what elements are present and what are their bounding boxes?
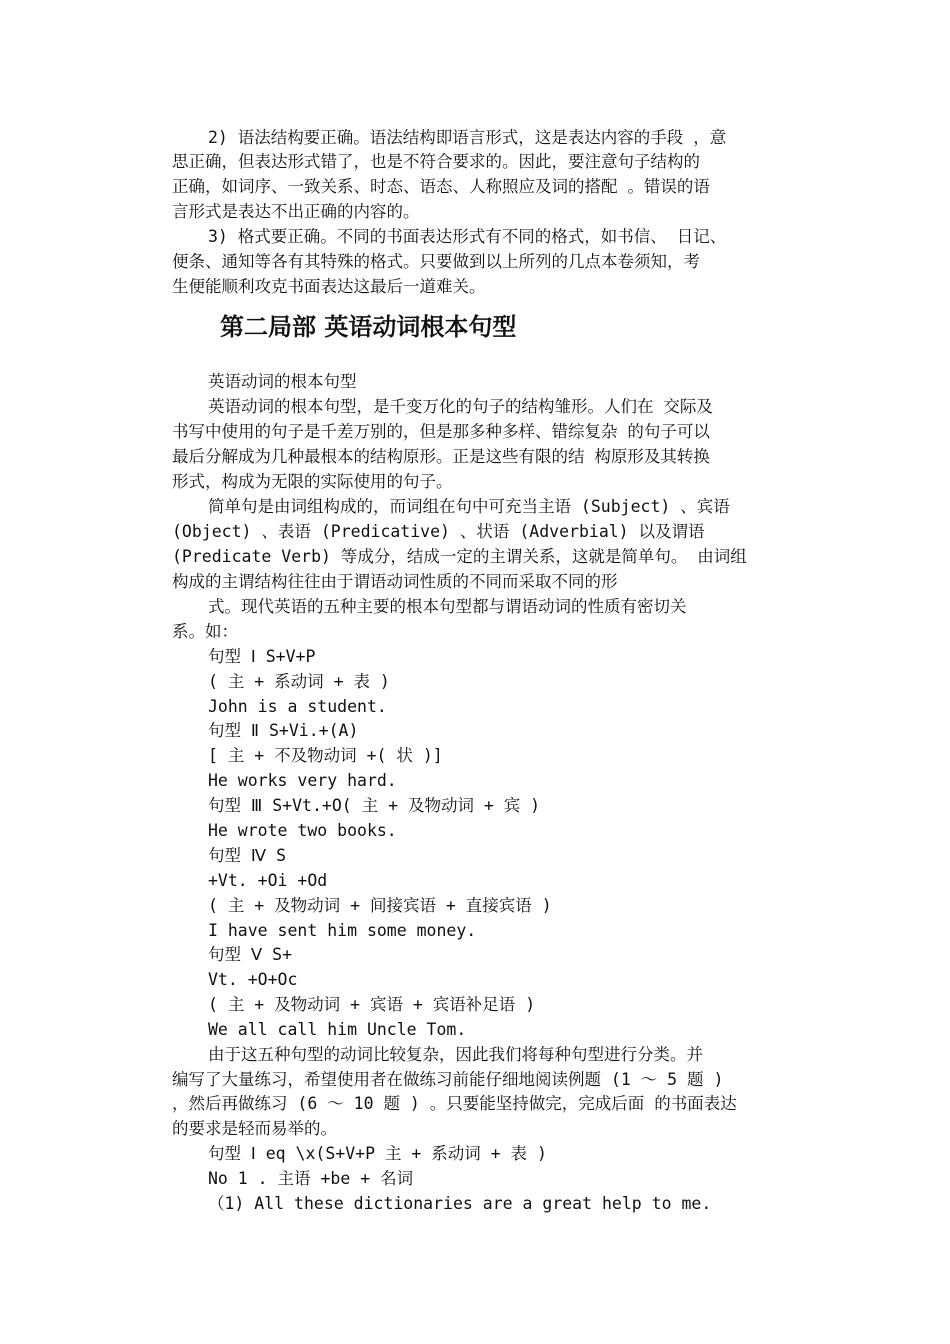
text-line: 书写中使用的句子是千差万别的，但是那多种多样、错综复杂 的句子可以 [172,422,710,441]
pattern-line: ( 主 + 及物动词 + 间接宾语 + 直接宾语 ) [208,896,552,915]
text-line: (Predicate Verb) 等成分，结成一定的主谓关系，这就是简单句。 由词组 [172,547,747,566]
section-heading: 第二局部 英语动词根本句型 [220,313,517,341]
text-line: 英语动词的根本句型，是千变万化的句子的结构雏形。人们在 交际及 [208,397,713,416]
pattern-line: ( 主 + 系动词 + 表 ) [208,672,390,691]
subtitle: 英语动词的根本句型 [208,372,357,391]
text-line: 2) 语法结构要正确。语法结构即语言形式，这是表达内容的手段 ，意 [208,128,727,147]
text-line: 生便能顺利攻克书面表达这最后一道难关。 [172,277,486,296]
text-line: 思正确，但表达形式错了，也是不符合要求的。因此，要注意句子结构的 [172,152,700,171]
text-line: 最后分解成为几种最根本的结构原形。正是这些有限的结 构原形及其转换 [172,447,710,466]
pattern-line: 句型 Ⅱ S+Vi.+(A) [208,721,359,740]
text-line: 简单句是由词组构成的，而词组在句中可充当主语 (Subject) 、宾语 [208,497,730,516]
subsection-label: No 1 . 主语 +be + 名词 [208,1169,414,1188]
text-line: ，然后再做练习 (6 ～ 10 题 ) 。只要能坚持做完，完成后面 的书面表达 [172,1094,737,1113]
pattern-line: ( 主 + 及物动词 + 宾语 + 宾语补足语 ) [208,995,536,1014]
text-line: 便条、通知等各有其特殊的格式。只要做到以上所列的几点本卷须知，考 [172,252,700,271]
pattern-heading: 句型 Ⅰ eq \x(S+V+P 主 + 系动词 + 表 ) [208,1144,547,1163]
text-line: 构成的主谓结构往往由于谓语动词性质的不同而采取不同的形 [172,572,618,591]
pattern-line: 句型 Ⅳ S [208,846,287,865]
pattern-example: He wrote two books. [208,821,397,840]
pattern-line: [ 主 + 不及物动词 +( 状 )] [208,746,443,765]
text-line: 编写了大量练习，希望使用者在做练习前能仔细地阅读例题 (1 ～ 5 题 ) [172,1070,724,1089]
pattern-line: 句型 Ⅴ S+ [208,945,293,964]
pattern-example: John is a student. [208,697,387,716]
text-line: 言形式是表达不出正确的内容的。 [172,202,420,221]
example-sentence: （1) All these dictionaries are a great help to me. [208,1194,712,1213]
text-line: 的要求是轻而易举的。 [172,1119,337,1138]
pattern-line: +Vt. +Oi +Od [208,871,328,890]
text-line: 形式，构成为无限的实际使用的句子。 [172,472,453,491]
pattern-line: Vt. +O+Oc [208,970,298,989]
text-line: 3) 格式要正确。不同的书面表达形式有不同的格式，如书信、 日记、 [208,227,727,246]
text-line: 系。如： [172,622,238,641]
pattern-example: I have sent him some money. [208,921,477,940]
text-line: (Object) 、表语 (Predicative) 、状语 (Adverbial) 以及谓语 [172,522,705,541]
text-line: 式。现代英语的五种主要的根本句型都与谓语动词的性质有密切关 [208,597,687,616]
pattern-example: He works very hard. [208,771,397,790]
pattern-example: We all call him Uncle Tom. [208,1020,467,1039]
pattern-line: 句型 Ⅰ S+V+P [208,647,316,666]
text-line: 正确，如词序、一致关系、时态、语态、人称照应及词的搭配 。错误的语 [172,177,710,196]
pattern-line: 句型 Ⅲ S+Vt.+O( 主 + 及物动词 + 宾 ) [208,796,541,815]
text-line: 由于这五种句型的动词比较复杂，因此我们将每种句型进行分类。并 [208,1045,703,1064]
